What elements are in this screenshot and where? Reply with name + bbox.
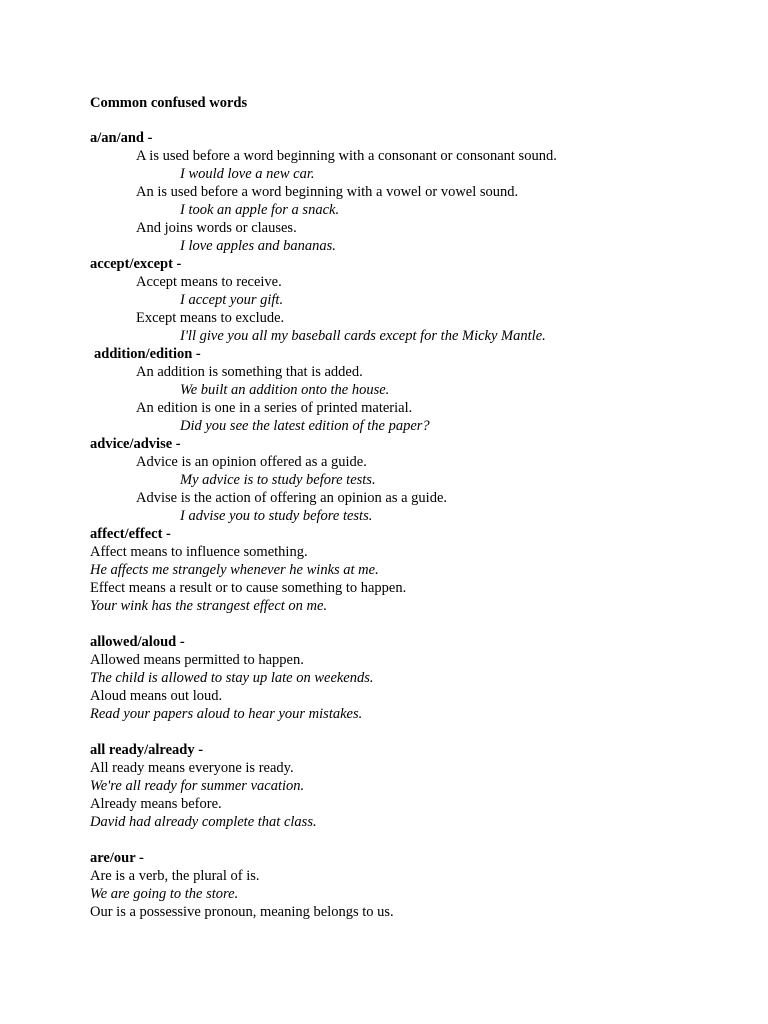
- entry-heading-advice-advise: advice/advise -: [90, 436, 181, 452]
- definition-line: Allowed means permitted to happen.: [90, 652, 304, 668]
- definition-line: An is used before a word beginning with a vowel or vowel sound.: [136, 184, 519, 200]
- page-title: Common confused words: [90, 95, 248, 111]
- entry-heading-allowed-aloud: allowed/aloud -: [90, 634, 185, 650]
- entry-heading-a-an-and: a/an/and -: [90, 130, 153, 146]
- definition-line: Already means before.: [90, 796, 222, 812]
- example-line: Did you see the latest edition of the paper?: [180, 418, 430, 434]
- example-line: I love apples and bananas.: [180, 238, 336, 254]
- example-line: Read your papers aloud to hear your mistakes.: [90, 706, 363, 722]
- definition-line: And joins words or clauses.: [136, 220, 297, 236]
- entry-heading-accept-except: accept/except -: [90, 256, 182, 272]
- definition-line: Except means to exclude.: [136, 310, 285, 326]
- example-line: David had already complete that class.: [90, 814, 317, 830]
- entry-heading-affect-effect: affect/effect -: [90, 526, 171, 542]
- entry-heading-addition-edition: addition/edition -: [94, 346, 201, 362]
- definition-line: An addition is something that is added.: [136, 364, 363, 380]
- definition-line: Affect means to influence something.: [90, 544, 308, 560]
- definition-line: Accept means to receive.: [136, 274, 282, 290]
- example-line: I would love a new car.: [180, 166, 315, 182]
- definition-line: Advice is an opinion offered as a guide.: [136, 454, 367, 470]
- example-line: We are going to the store.: [90, 886, 239, 902]
- definition-line: Effect means a result or to cause something to happen.: [90, 580, 407, 596]
- example-line: Your wink has the strangest effect on me.: [90, 598, 328, 614]
- example-line: The child is allowed to stay up late on weekends.: [90, 670, 374, 686]
- definition-line: Advise is the action of offering an opinion as a guide.: [136, 490, 448, 506]
- definition-line: Are is a verb, the plural of is.: [90, 868, 260, 884]
- entry-heading-all-ready-already: all ready/already -: [90, 742, 204, 758]
- entry-heading-are-our: are/our -: [90, 850, 144, 866]
- definition-line: A is used before a word beginning with a consonant or consonant sound.: [136, 148, 557, 164]
- definition-line: An edition is one in a series of printed material.: [136, 400, 413, 416]
- example-line: We built an addition onto the house.: [180, 382, 390, 398]
- example-line: I advise you to study before tests.: [180, 508, 373, 524]
- definition-line: Our is a possessive pronoun, meaning belongs to us.: [90, 904, 394, 920]
- example-line: I took an apple for a snack.: [180, 202, 340, 218]
- example-line: He affects me strangely whenever he winks at me.: [90, 562, 379, 578]
- definition-line: Aloud means out loud.: [90, 688, 223, 704]
- definition-line: All ready means everyone is ready.: [90, 760, 294, 776]
- example-line: My advice is to study before tests.: [180, 472, 376, 488]
- example-line: I'll give you all my baseball cards except for the Micky Mantle.: [180, 328, 546, 344]
- example-line: We're all ready for summer vacation.: [90, 778, 305, 794]
- example-line: I accept your gift.: [180, 292, 284, 308]
